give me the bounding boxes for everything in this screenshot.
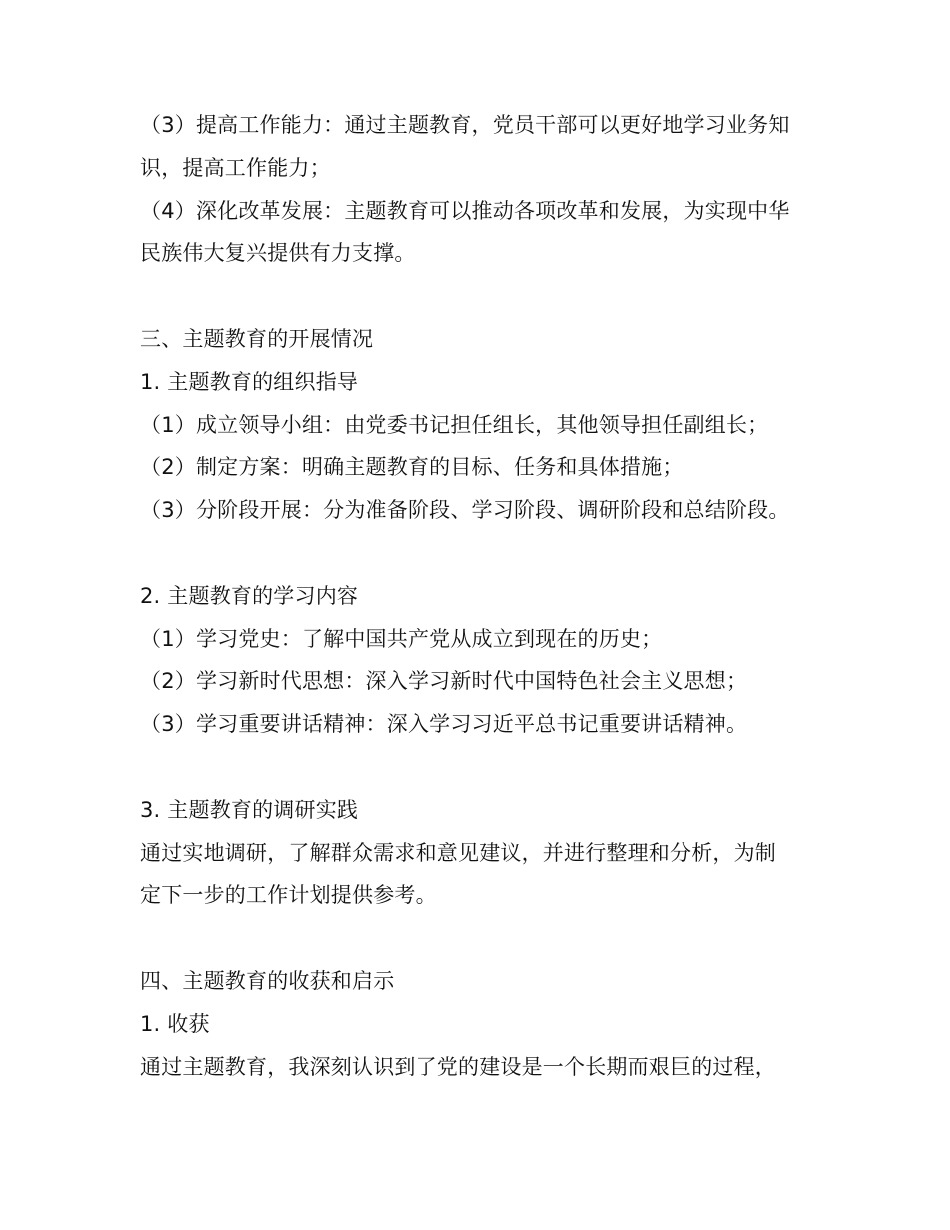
section-heading: 四、主题教育的收获和启示 xyxy=(140,968,395,993)
paragraph-line: （4）深化改革发展：主题教育可以推动各项改革和发展，为实现中华 xyxy=(140,198,790,223)
blank-line xyxy=(140,746,820,789)
list-item: （1）学习党史：了解中国共产党从成立到现在的历史； xyxy=(140,626,663,651)
list-item: （2）学习新时代思想：深入学习新时代中国特色社会主义思想； xyxy=(140,669,748,694)
paragraph-line: 通过实地调研，了解群众需求和意见建议，并进行整理和分析，为制 xyxy=(140,840,776,865)
paragraph-line: （3）提高工作能力：通过主题教育，党员干部可以更好地学习业务知 xyxy=(140,113,790,137)
blank-line xyxy=(140,917,820,960)
blank-line xyxy=(140,275,820,318)
list-item: （1）成立领导小组：由党委书记担任组长，其他领导担任副组长； xyxy=(140,412,769,437)
list-item: （2）制定方案：明确主题教育的目标、任务和具体措施； xyxy=(140,455,684,480)
subsection-heading: 2. 主题教育的学习内容 xyxy=(140,583,359,608)
paragraph-line: 定下一步的工作计划提供参考。 xyxy=(140,883,437,908)
section-heading: 三、主题教育的开展情况 xyxy=(140,326,374,351)
subsection-heading: 1. 收获 xyxy=(140,1011,210,1036)
list-item: （3）学习重要讲话精神：深入学习习近平总书记重要讲话精神。 xyxy=(140,712,748,737)
paragraph-line: 识，提高工作能力； xyxy=(140,155,331,180)
subsection-heading: 1. 主题教育的组织指导 xyxy=(140,369,359,394)
subsection-heading: 3. 主题教育的调研实践 xyxy=(140,797,359,822)
blank-line xyxy=(140,532,820,575)
paragraph-line: 民族伟大复兴提供有力支撑。 xyxy=(140,241,416,266)
document-body xyxy=(140,104,820,1088)
list-item: （3）分阶段开展：分为准备阶段、学习阶段、调研阶段和总结阶段。 xyxy=(140,498,790,523)
paragraph-line: 通过主题教育，我深刻认识到了党的建设是一个长期而艰巨的过程， xyxy=(140,1054,776,1079)
